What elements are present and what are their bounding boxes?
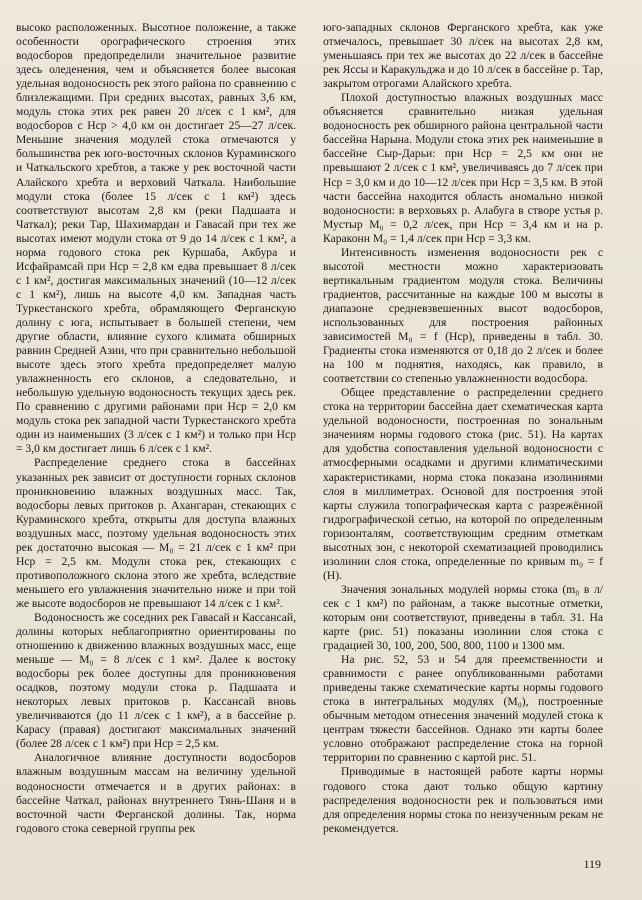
- paragraph: Водоносность же соседних рек Гавасай и Кассансай, долины которых неблагоприятно ориентированы по отношению к движению влажных воздушных масс, еще меньше — M₀ = 8 л/сек с 1 км². Далее к востоку водосборы рек более доступны для проникновения осадков, поэтому модули стока р. Падшаата и некоторых левых притоков р. Кассансай вновь увеличиваются (до 11 л/сек с 1 км²), а в бассейне р. Карасу (правая) достигают максимальных значений (более 28 л/сек с 1 км²) при Hср = 2,5 км.: [16, 610, 296, 751]
- paragraph: Значения зональных модулей нормы стока (m₀ в л/сек с 1 км²) по районам, а также высотные отметки, которым они соответствуют, приведены в табл. 31. На карте (рис. 51) показаны изолинии слоя стока с градацией 30, 100, 200, 500, 800, 1100 и 1300 мм.: [323, 582, 603, 653]
- paragraph: Приводимые в настоящей работе карты нормы годового стока дают только общую картину распределения водоносности рек и пользоваться ими для определения нормы стока по неизученным рекам не рекомендуется.: [323, 765, 603, 835]
- left-column: [16, 21, 296, 836]
- page-number: 119: [583, 857, 601, 871]
- paragraph: Плохой доступностью влажных воздушных масс объясняется сравнительно низкая удельная водоносность рек обширного района центральной части бассейна Нарына. Модули стока этих рек наименьшие в бассейне Сыр-Дарьи: при Hср = 2,5 км они не превышают 2 л/сек с 1 км², увеличиваясь до 7 л/сек при Hср = 3,0 км и до 10—12 л/сек при Hср = 3,5 км. В этой части бассейна находится область аномально низкой водоносности: в верховьях р. Алабуга в створе устья р. Мустыр M₀ = 0,2 л/сек, при Hср = 3,4 км и на р. Караконн M₀ = 1,4 л/сек при Hср = 3,3 км.: [323, 91, 603, 245]
- paragraph: Интенсивность изменения водоносности рек с высотой местности можно характеризовать вертикальным градиентом модуля стока. Величины градиентов, рассчитанные на каждые 100 м высоты в диапазоне средневзвешенных высот водосборов, использованных для построения районных зависимостей M₀ = f (Hср), приведены в табл. 30. Градиенты стока изменяются от 0,18 до 2 л/сек и более на 100 м поднятия, находясь, как правило, в соответствии со степенью увлажненности водосбора.: [323, 245, 603, 386]
- right-column: [323, 21, 603, 836]
- paragraph: На рис. 52, 53 и 54 для преемственности и сравнимости с ранее опубликованными работами приведены также схематические карты нормы годового стока в интегральных модулях (M₀), построенные обычным методом отнесения значений модулей стока к центрам тяжести бассейнов. Однако эти карты более условно отображают распределение стока на горной территории по сравнению с картой рис. 51.: [323, 653, 603, 765]
- paragraph: высоко расположенных. Высотное положение, а также особенности орографического строения этих водосборов предопределили значительное развитие здесь оледенения, чем и объясняется более высокая удельная водоносность рек этого района по сравнению с близлежащими. При средних высотах, равных 3,6 км, модуль стока этих рек равен 20 л/сек с 1 км², для водосборов с Hср > 4,0 км он достигает 25—27 л/сек. Меньшие значения модулей стока отмечаются у большинства рек юго-восточных склонов Кураминского и Чаткальского хребтов, а также у рек восточной части Алайского хребта и верховий Чаткала. Наибольшие модули стока (более 15 л/сек с 1 км²) здесь соответствуют высотам 2,8 км (реки Падшаата и Чаткал); реки Тар, Шахимардан и Гавасай при тех же высотах имеют модули стока от 9 до 14 л/сек с 1 км², а норма годового стока рек Куршаба, Акбура и Исфайрамсай при Hср = 2,8 км едва превышает 8 л/сек с 1 км², достигая максимальных значений (10—12 л/сек с 1 км²), лишь на высоте 4,0 км. Западная часть Туркестанского хребта, обрамляющего Ферганскую долину с юга, испытывает в большей степени, чем другие области, влияние сухого климата обширных равнин Средней Азии, что при сравнительно небольшой высоте здесь этого хребта предопределяет малую увлажненность его склонов, а следовательно, и небольшую удельную водоносность текущих здесь рек. По сравнению с другими районами при Hср = 2,0 км модуль стока рек западной части Туркестанского хребта один из наименьших (3 л/сек с 1 км²) и только при Hср = 3,0 км достигает лишь 6 л/сек с 1 км².: [16, 21, 296, 456]
- paragraph: Аналогичное влияние доступности водосборов влажным воздушным массам на величину удельной водоносности отмечается и в других районах: в бассейне Чаткал, районах внутреннего Тянь-Шаня и в восточной части Ферганской долины. Так, норма годового стока северной группы рек: [16, 751, 296, 835]
- paragraph: Распределение среднего стока в бассейнах указанных рек зависит от доступности горных склонов проникновению влажных воздушных масс. Так, водосборы левых притоков р. Ахангаран, стекающих с Кураминского хребта, открыты для доступа влажных воздушных масс, поэтому удельная водоносность этих рек достаточно высокая — M₀ = 21 л/сек с 1 км² при Hср = 2,5 км. Модули стока рек, стекающих с противоположного склона этого же хребта, вследствие меньшего его увлажнения значительно ниже и при той же высоте водосборов не превышают 14 л/сек с 1 км².: [16, 456, 296, 610]
- paragraph: юго-западных склонов Ферганского хребта, как уже отмечалось, превышает 30 л/сек на высотах 2,8 км, уменьшаясь при тех же высотах до 22 л/сек в бассейне рек Яссы и Каракульджа и до 10 л/сек в бассейне р. Тар, закрытом отрогами Алайского хребта.: [323, 21, 603, 91]
- paragraph: Общее представление о распределении среднего стока на территории бассейна дает схематическая карта удельной водоносности, построенная по зональным значениям нормы годового стока (рис. 51). На картах для удобства сопоставления удельной водоносности с атмосферными осадками и другими климатическими характеристиками, норма стока показана изолиниями слоя в миллиметрах. Основой для построения этой карты служила топографическая карта с разрежённой гидрографической сетью, на которой по определенным горизонталям, соответствующим средним отметкам высотных зон, с некоторой схематизацией проводились изолинии слоя стока, определенные по кривым m₀ = f (H).: [323, 386, 603, 582]
